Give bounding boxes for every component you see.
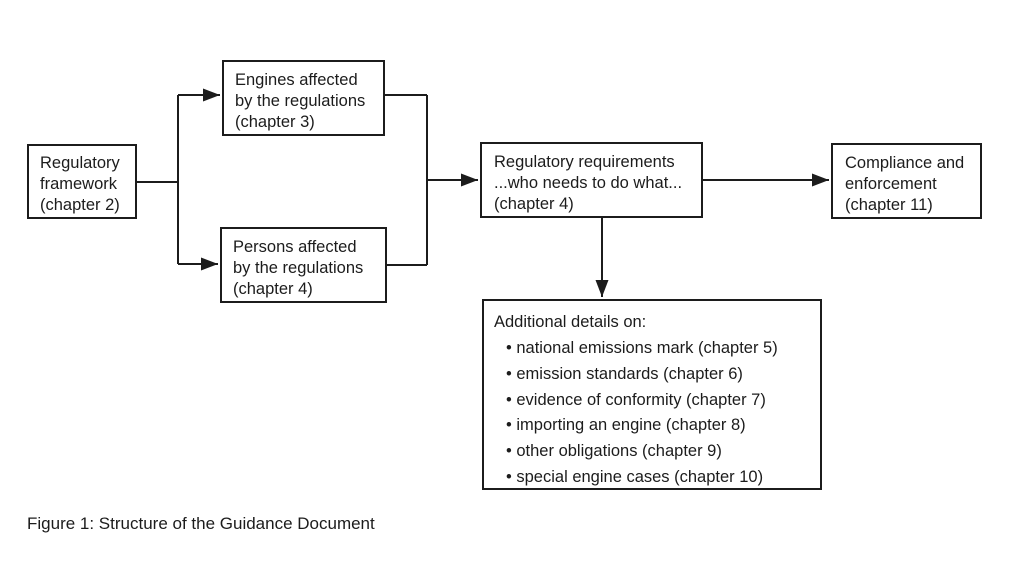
box-additional-details xyxy=(482,299,822,490)
figure-caption: Figure 1: Structure of the Guidance Document xyxy=(27,514,375,533)
box-text-line: Persons affected xyxy=(233,237,357,256)
box-regulatory-framework xyxy=(27,144,137,219)
box-compliance-enforcement xyxy=(831,143,982,219)
box-text-line: (chapter 4) xyxy=(233,279,313,298)
box-text-line: Regulatory requirements xyxy=(494,152,675,171)
box-engines-affected xyxy=(222,60,385,136)
list-item: • other obligations (chapter 9) xyxy=(506,439,814,465)
box-text-line: by the regulations xyxy=(233,258,364,277)
additional-details-list xyxy=(494,336,814,491)
box-text-line: ...who needs to do what... xyxy=(494,173,683,192)
box-text-line: enforcement xyxy=(845,174,937,193)
list-item: • special engine cases (chapter 10) xyxy=(506,465,814,491)
list-item: • emission standards (chapter 6) xyxy=(506,362,814,388)
box-text-line: by the regulations xyxy=(235,91,366,110)
box-text-line: Compliance and xyxy=(845,153,965,172)
box-text-line: (chapter 3) xyxy=(235,112,315,131)
box-text-line: (chapter 2) xyxy=(40,196,120,214)
box-text-line: framework xyxy=(40,175,118,193)
box-text-line: (chapter 4) xyxy=(494,194,574,213)
additional-details-title: Additional details on: xyxy=(494,313,647,331)
box-text-line: Engines affected xyxy=(235,70,358,89)
box-text-line: (chapter 11) xyxy=(845,195,933,214)
list-item: • importing an engine (chapter 8) xyxy=(506,413,814,439)
box-regulatory-requirements xyxy=(480,142,703,218)
list-item: • evidence of conformity (chapter 7) xyxy=(506,388,814,414)
box-persons-affected xyxy=(220,227,387,303)
list-item: • national emissions mark (chapter 5) xyxy=(506,336,814,362)
box-text-line: Regulatory xyxy=(40,154,120,172)
